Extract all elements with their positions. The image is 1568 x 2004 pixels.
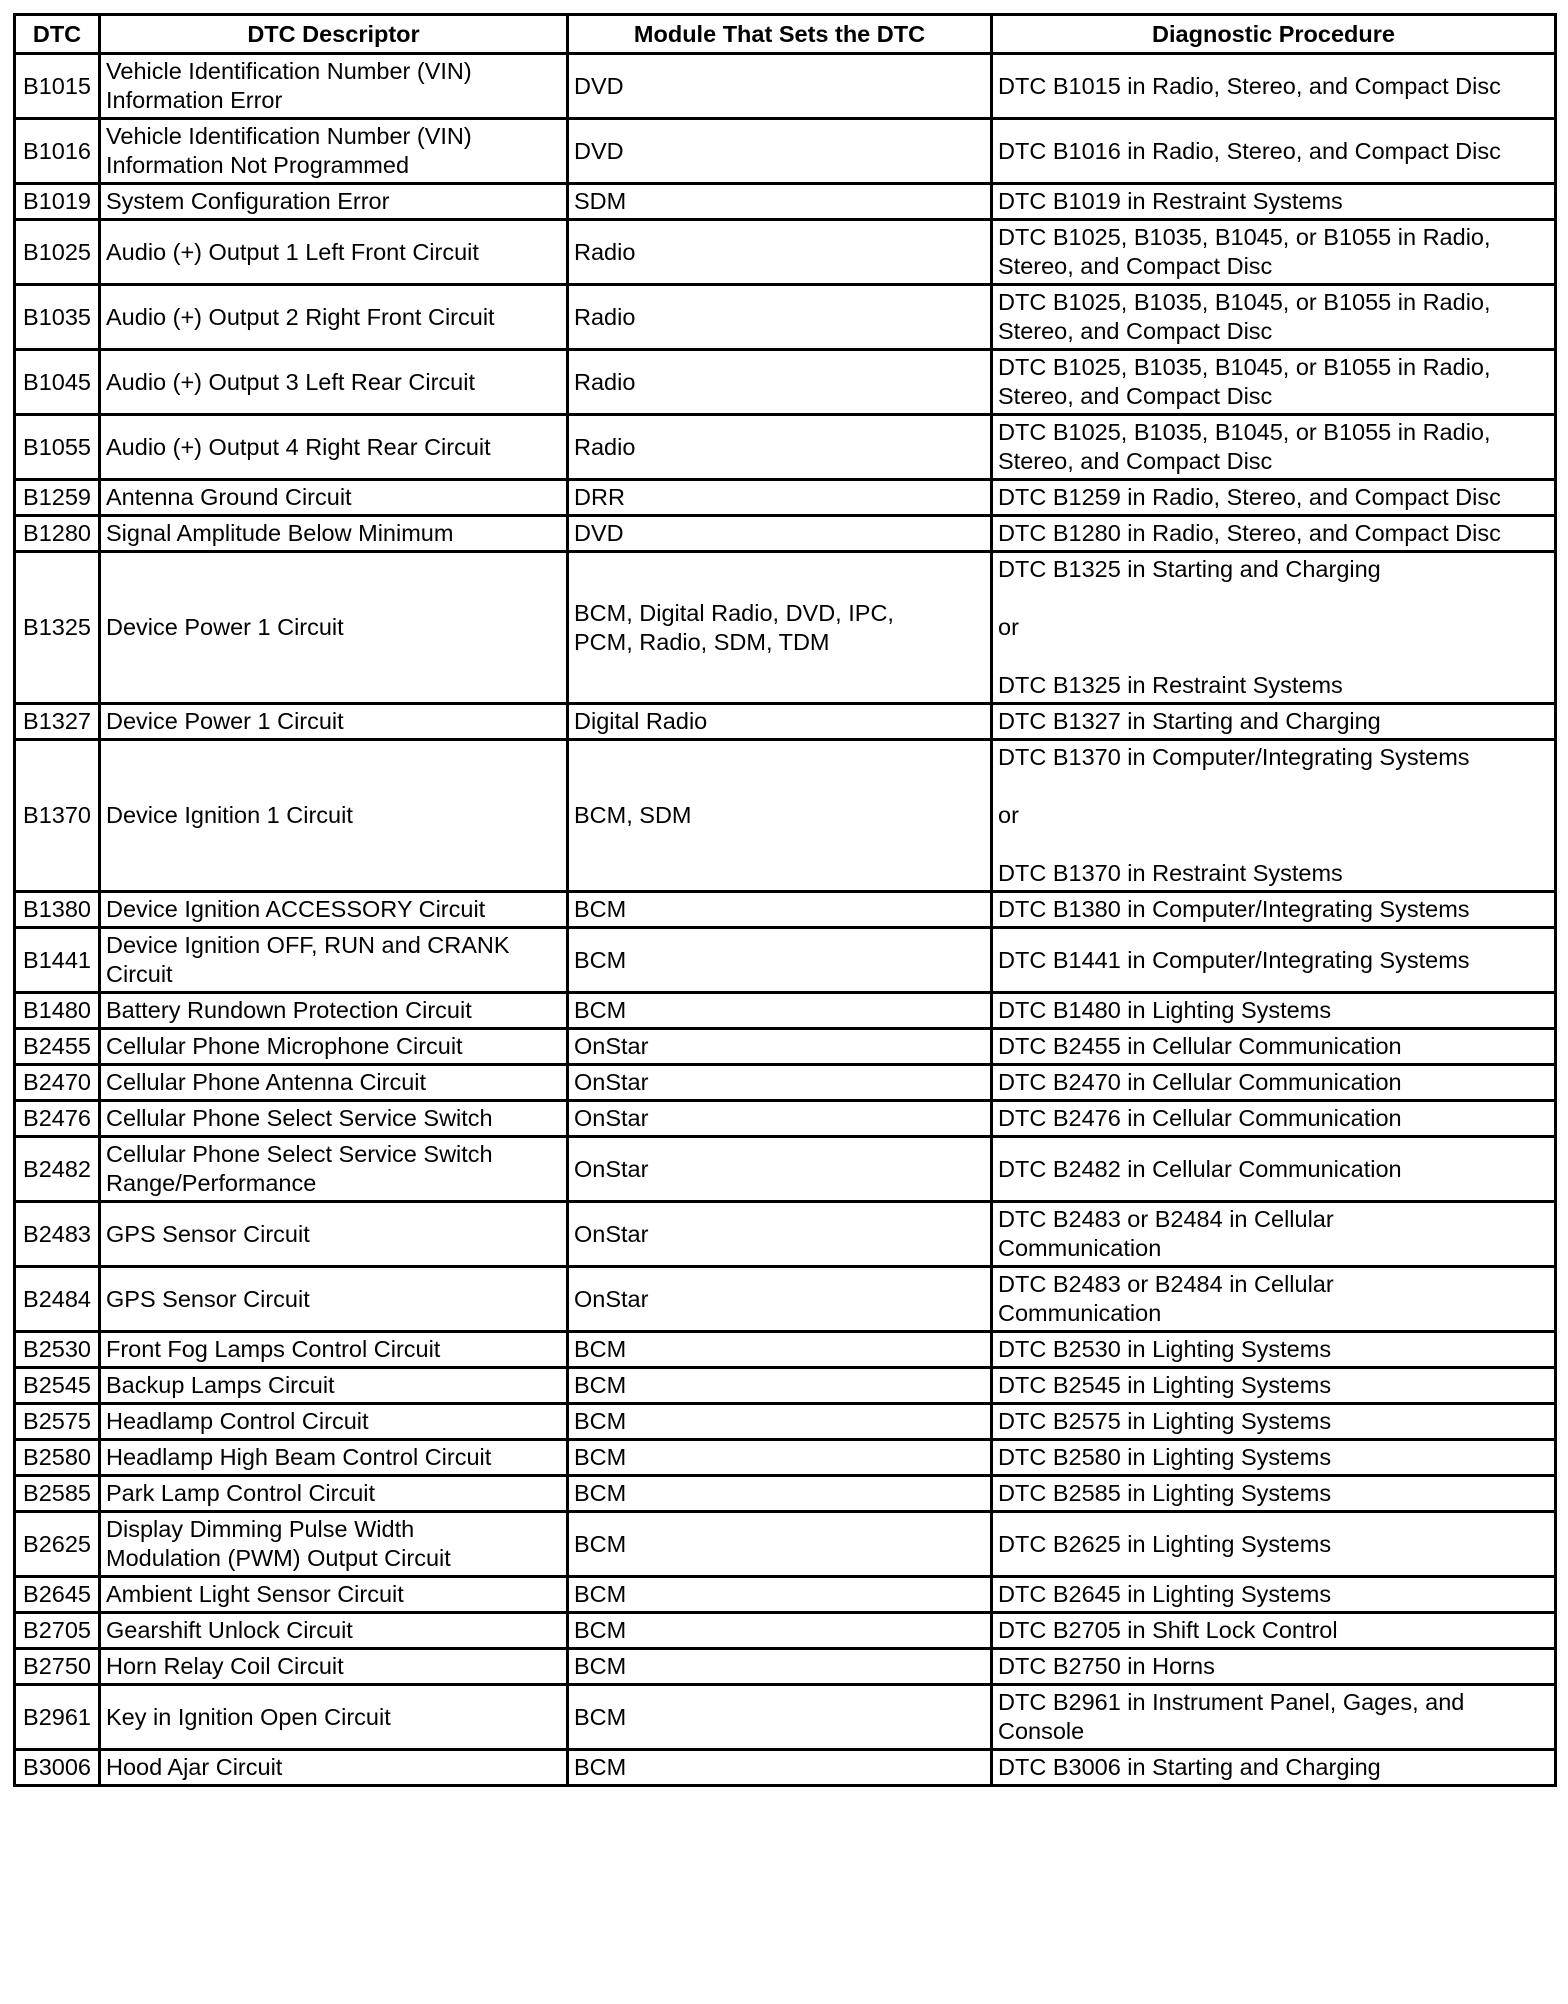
dtc-descriptor-cell: Device Ignition ACCESSORY Circuit <box>100 892 568 928</box>
dtc-code-cell: B2575 <box>15 1404 100 1440</box>
dtc-code-cell: B1280 <box>15 516 100 552</box>
dtc-descriptor-cell: Device Ignition OFF, RUN and CRANK Circuit <box>100 928 568 993</box>
table-header-row <box>15 15 1556 54</box>
module-cell: OnStar <box>568 1065 992 1101</box>
module-cell: OnStar <box>568 1029 992 1065</box>
diagnostic-procedure-cell: DTC B1370 in Computer/Integrating Systems or DTC B1370 in Restraint Systems <box>992 740 1556 892</box>
dtc-code-cell: B1325 <box>15 552 100 704</box>
dtc-descriptor-cell: Backup Lamps Circuit <box>100 1368 568 1404</box>
diagnostic-procedure-cell: DTC B1280 in Radio, Stereo, and Compact Disc <box>992 516 1556 552</box>
module-cell: BCM <box>568 1750 992 1786</box>
dtc-descriptor-cell: Audio (+) Output 3 Left Rear Circuit <box>100 350 568 415</box>
module-cell: Radio <box>568 220 992 285</box>
dtc-code-cell: B1480 <box>15 993 100 1029</box>
dtc-code-cell: B1015 <box>15 54 100 119</box>
dtc-code-cell: B1441 <box>15 928 100 993</box>
module-cell: OnStar <box>568 1267 992 1332</box>
dtc-code-cell: B1259 <box>15 480 100 516</box>
dtc-descriptor-cell: Ambient Light Sensor Circuit <box>100 1577 568 1613</box>
module-cell: BCM, SDM <box>568 740 992 892</box>
dtc-descriptor-cell: Device Power 1 Circuit <box>100 552 568 704</box>
table-row <box>15 1404 1556 1440</box>
dtc-code-cell: B1035 <box>15 285 100 350</box>
table-row <box>15 1267 1556 1332</box>
module-cell: BCM <box>568 1512 992 1577</box>
module-cell: BCM <box>568 1577 992 1613</box>
dtc-descriptor-cell: Key in Ignition Open Circuit <box>100 1685 568 1750</box>
module-cell: BCM <box>568 993 992 1029</box>
dtc-descriptor-cell: Headlamp High Beam Control Circuit <box>100 1440 568 1476</box>
module-cell: BCM, Digital Radio, DVD, IPC, PCM, Radio, SDM, TDM <box>568 552 992 704</box>
dtc-code-cell: B1019 <box>15 184 100 220</box>
dtc-code-cell: B2750 <box>15 1649 100 1685</box>
dtc-descriptor-cell: Display Dimming Pulse Width Modulation (PWM) Output Circuit <box>100 1512 568 1577</box>
table-row <box>15 1685 1556 1750</box>
dtc-descriptor-cell: Cellular Phone Select Service Switch Range/Performance <box>100 1137 568 1202</box>
module-cell: Radio <box>568 285 992 350</box>
module-cell: BCM <box>568 1476 992 1512</box>
diagnostic-procedure-cell: DTC B2585 in Lighting Systems <box>992 1476 1556 1512</box>
module-cell: OnStar <box>568 1101 992 1137</box>
dtc-code-cell: B1016 <box>15 119 100 184</box>
dtc-descriptor-cell: Audio (+) Output 1 Left Front Circuit <box>100 220 568 285</box>
module-cell: OnStar <box>568 1137 992 1202</box>
table-row <box>15 480 1556 516</box>
dtc-descriptor-cell: Signal Amplitude Below Minimum <box>100 516 568 552</box>
table-row <box>15 740 1556 892</box>
table-row <box>15 220 1556 285</box>
dtc-table <box>13 13 1557 1787</box>
dtc-descriptor-cell: Vehicle Identification Number (VIN) Information Not Programmed <box>100 119 568 184</box>
dtc-descriptor-cell: Hood Ajar Circuit <box>100 1750 568 1786</box>
dtc-code-cell: B1055 <box>15 415 100 480</box>
dtc-code-cell: B1327 <box>15 704 100 740</box>
diagnostic-procedure-cell: DTC B1441 in Computer/Integrating Systems <box>992 928 1556 993</box>
table-row <box>15 704 1556 740</box>
dtc-code-cell: B2470 <box>15 1065 100 1101</box>
dtc-descriptor-cell: Headlamp Control Circuit <box>100 1404 568 1440</box>
module-cell: BCM <box>568 892 992 928</box>
header-module: Module That Sets the DTC <box>568 15 992 54</box>
diagnostic-procedure-cell: DTC B2455 in Cellular Communication <box>992 1029 1556 1065</box>
table-row <box>15 119 1556 184</box>
diagnostic-procedure-cell: DTC B1325 in Starting and Charging or DTC B1325 in Restraint Systems <box>992 552 1556 704</box>
diagnostic-procedure-cell: DTC B3006 in Starting and Charging <box>992 1750 1556 1786</box>
dtc-code-cell: B2476 <box>15 1101 100 1137</box>
module-cell: Radio <box>568 415 992 480</box>
dtc-descriptor-cell: Device Power 1 Circuit <box>100 704 568 740</box>
dtc-descriptor-cell: Device Ignition 1 Circuit <box>100 740 568 892</box>
diagnostic-procedure-cell: DTC B1015 in Radio, Stereo, and Compact Disc <box>992 54 1556 119</box>
dtc-descriptor-cell: Battery Rundown Protection Circuit <box>100 993 568 1029</box>
table-row <box>15 54 1556 119</box>
dtc-descriptor-cell: GPS Sensor Circuit <box>100 1267 568 1332</box>
module-cell: DRR <box>568 480 992 516</box>
diagnostic-procedure-cell: DTC B2645 in Lighting Systems <box>992 1577 1556 1613</box>
diagnostic-procedure-cell: DTC B2483 or B2484 in Cellular Communication <box>992 1267 1556 1332</box>
dtc-code-cell: B2530 <box>15 1332 100 1368</box>
diagnostic-procedure-cell: DTC B2482 in Cellular Communication <box>992 1137 1556 1202</box>
table-row <box>15 552 1556 704</box>
dtc-descriptor-cell: Horn Relay Coil Circuit <box>100 1649 568 1685</box>
diagnostic-procedure-cell: DTC B1480 in Lighting Systems <box>992 993 1556 1029</box>
module-cell: OnStar <box>568 1202 992 1267</box>
dtc-descriptor-cell: Audio (+) Output 2 Right Front Circuit <box>100 285 568 350</box>
module-cell: Radio <box>568 350 992 415</box>
dtc-table-container <box>13 13 1554 1787</box>
diagnostic-procedure-cell: DTC B1380 in Computer/Integrating Systems <box>992 892 1556 928</box>
table-row <box>15 184 1556 220</box>
diagnostic-procedure-cell: DTC B2705 in Shift Lock Control <box>992 1613 1556 1649</box>
dtc-code-cell: B1045 <box>15 350 100 415</box>
table-row <box>15 1065 1556 1101</box>
module-cell: BCM <box>568 1404 992 1440</box>
header-diagnostic-procedure: Diagnostic Procedure <box>992 15 1556 54</box>
module-cell: BCM <box>568 1440 992 1476</box>
table-row <box>15 1332 1556 1368</box>
table-row <box>15 1368 1556 1404</box>
dtc-code-cell: B2961 <box>15 1685 100 1750</box>
table-row <box>15 1202 1556 1267</box>
table-row <box>15 1512 1556 1577</box>
diagnostic-procedure-cell: DTC B2961 in Instrument Panel, Gages, and Console <box>992 1685 1556 1750</box>
table-row <box>15 415 1556 480</box>
diagnostic-procedure-cell: DTC B2476 in Cellular Communication <box>992 1101 1556 1137</box>
diagnostic-procedure-cell: DTC B2750 in Horns <box>992 1649 1556 1685</box>
table-row <box>15 1440 1556 1476</box>
module-cell: BCM <box>568 1685 992 1750</box>
dtc-code-cell: B2580 <box>15 1440 100 1476</box>
dtc-descriptor-cell: Vehicle Identification Number (VIN) Information Error <box>100 54 568 119</box>
dtc-descriptor-cell: Park Lamp Control Circuit <box>100 1476 568 1512</box>
dtc-code-cell: B2484 <box>15 1267 100 1332</box>
dtc-code-cell: B2545 <box>15 1368 100 1404</box>
diagnostic-procedure-cell: DTC B1025, B1035, B1045, or B1055 in Radio, Stereo, and Compact Disc <box>992 220 1556 285</box>
table-row <box>15 516 1556 552</box>
dtc-descriptor-cell: Gearshift Unlock Circuit <box>100 1613 568 1649</box>
module-cell: DVD <box>568 516 992 552</box>
table-row <box>15 285 1556 350</box>
dtc-descriptor-cell: GPS Sensor Circuit <box>100 1202 568 1267</box>
table-row <box>15 1101 1556 1137</box>
diagnostic-procedure-cell: DTC B1025, B1035, B1045, or B1055 in Radio, Stereo, and Compact Disc <box>992 415 1556 480</box>
dtc-code-cell: B2455 <box>15 1029 100 1065</box>
table-row <box>15 1577 1556 1613</box>
table-row <box>15 993 1556 1029</box>
dtc-descriptor-cell: Antenna Ground Circuit <box>100 480 568 516</box>
header-dtc-descriptor: DTC Descriptor <box>100 15 568 54</box>
dtc-descriptor-cell: Cellular Phone Microphone Circuit <box>100 1029 568 1065</box>
diagnostic-procedure-cell: DTC B1025, B1035, B1045, or B1055 in Radio, Stereo, and Compact Disc <box>992 350 1556 415</box>
module-cell: SDM <box>568 184 992 220</box>
module-cell: DVD <box>568 54 992 119</box>
diagnostic-procedure-cell: DTC B2470 in Cellular Communication <box>992 1065 1556 1101</box>
dtc-descriptor-cell: Front Fog Lamps Control Circuit <box>100 1332 568 1368</box>
module-cell: Digital Radio <box>568 704 992 740</box>
table-row <box>15 1750 1556 1786</box>
diagnostic-procedure-cell: DTC B2625 in Lighting Systems <box>992 1512 1556 1577</box>
diagnostic-procedure-cell: DTC B2530 in Lighting Systems <box>992 1332 1556 1368</box>
table-row <box>15 1476 1556 1512</box>
dtc-descriptor-cell: Cellular Phone Select Service Switch <box>100 1101 568 1137</box>
table-row <box>15 350 1556 415</box>
diagnostic-procedure-cell: DTC B1019 in Restraint Systems <box>992 184 1556 220</box>
module-cell: DVD <box>568 119 992 184</box>
diagnostic-procedure-cell: DTC B1259 in Radio, Stereo, and Compact Disc <box>992 480 1556 516</box>
diagnostic-procedure-cell: DTC B1025, B1035, B1045, or B1055 in Radio, Stereo, and Compact Disc <box>992 285 1556 350</box>
dtc-code-cell: B2483 <box>15 1202 100 1267</box>
dtc-code-cell: B1380 <box>15 892 100 928</box>
table-row <box>15 892 1556 928</box>
table-row <box>15 928 1556 993</box>
module-cell: BCM <box>568 928 992 993</box>
dtc-code-cell: B1370 <box>15 740 100 892</box>
header-dtc: DTC <box>15 15 100 54</box>
dtc-code-cell: B2482 <box>15 1137 100 1202</box>
diagnostic-procedure-cell: DTC B2483 or B2484 in Cellular Communication <box>992 1202 1556 1267</box>
table-body <box>15 54 1556 1786</box>
table-row <box>15 1029 1556 1065</box>
module-cell: BCM <box>568 1332 992 1368</box>
module-cell: BCM <box>568 1368 992 1404</box>
dtc-code-cell: B2625 <box>15 1512 100 1577</box>
dtc-descriptor-cell: Audio (+) Output 4 Right Rear Circuit <box>100 415 568 480</box>
diagnostic-procedure-cell: DTC B1016 in Radio, Stereo, and Compact Disc <box>992 119 1556 184</box>
diagnostic-procedure-cell: DTC B2545 in Lighting Systems <box>992 1368 1556 1404</box>
diagnostic-procedure-cell: DTC B2575 in Lighting Systems <box>992 1404 1556 1440</box>
dtc-code-cell: B2705 <box>15 1613 100 1649</box>
module-cell: BCM <box>568 1649 992 1685</box>
diagnostic-procedure-cell: DTC B1327 in Starting and Charging <box>992 704 1556 740</box>
dtc-code-cell: B2585 <box>15 1476 100 1512</box>
dtc-code-cell: B1025 <box>15 220 100 285</box>
dtc-descriptor-cell: Cellular Phone Antenna Circuit <box>100 1065 568 1101</box>
dtc-descriptor-cell: System Configuration Error <box>100 184 568 220</box>
dtc-code-cell: B2645 <box>15 1577 100 1613</box>
table-row <box>15 1137 1556 1202</box>
table-row <box>15 1649 1556 1685</box>
table-row <box>15 1613 1556 1649</box>
diagnostic-procedure-cell: DTC B2580 in Lighting Systems <box>992 1440 1556 1476</box>
dtc-code-cell: B3006 <box>15 1750 100 1786</box>
module-cell: BCM <box>568 1613 992 1649</box>
